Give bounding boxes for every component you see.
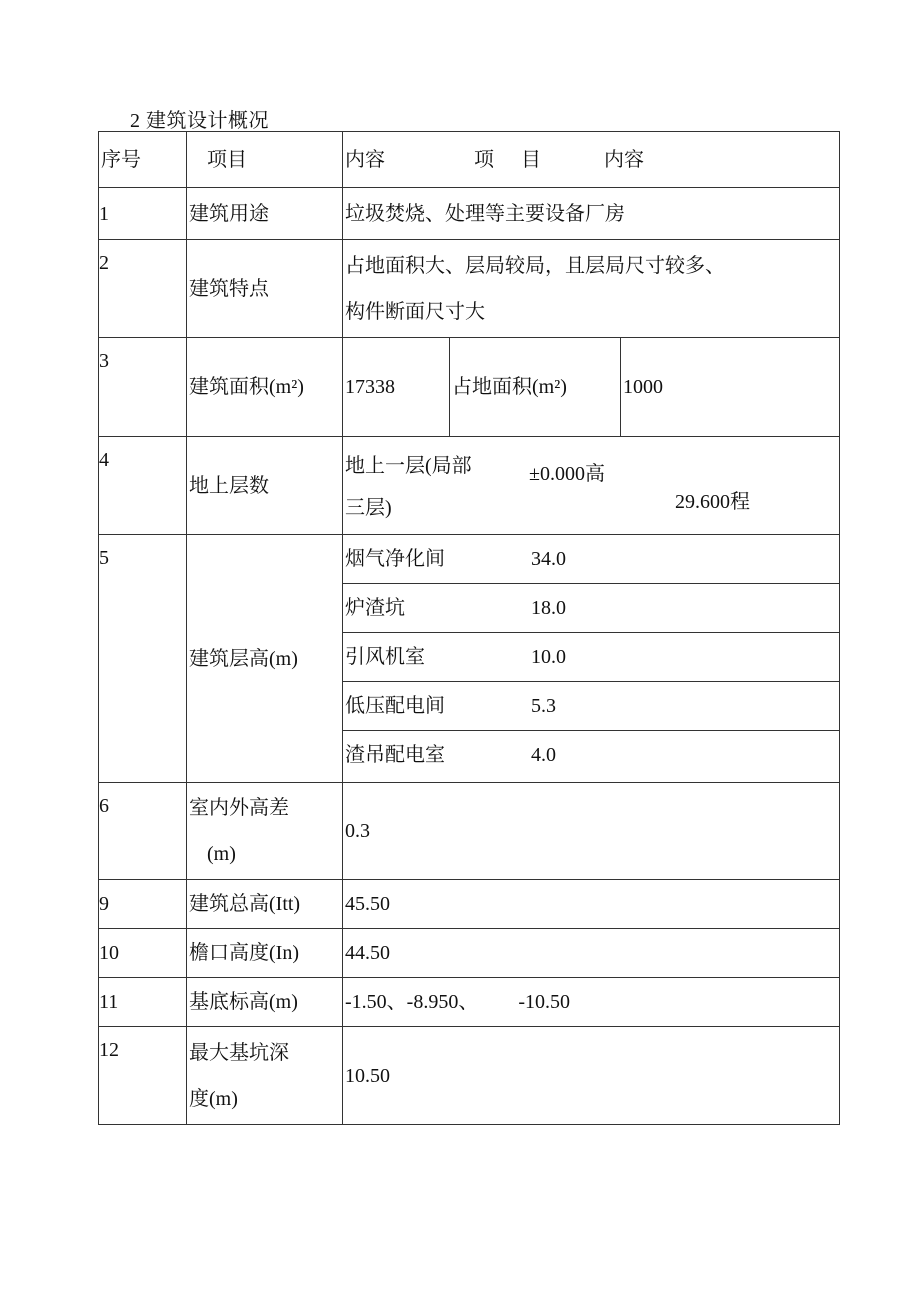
table-header-row [99, 132, 840, 188]
header-content-b: 内容 [604, 148, 644, 171]
room-name: 低压配电间 [343, 682, 531, 731]
room-height: 5.3 [531, 682, 839, 731]
row-item [187, 1027, 343, 1125]
base-elevations-b: -10.50 [518, 991, 570, 1013]
header-item-b2: 目 [521, 148, 541, 171]
floor-count-line: 三层) [345, 497, 392, 519]
row-content-line: 占地面积大、层局较局，且层局尺寸较多、 [345, 254, 725, 277]
floor-count-line: 地上一层(局部 [345, 455, 472, 477]
row-no: 9 [99, 880, 187, 929]
row-item: 地上层数 [187, 437, 343, 535]
row-item: 檐口高度(In) [187, 929, 343, 978]
table-row [99, 1027, 840, 1125]
table-row [99, 338, 840, 437]
row-content: 44.50 [343, 929, 840, 978]
row-no: 3 [99, 338, 187, 437]
room-height: 4.0 [531, 744, 556, 766]
header-content [343, 132, 840, 188]
row-content [343, 338, 840, 437]
row-item: 建筑特点 [187, 240, 343, 338]
header-content-a: 内容 [345, 148, 385, 171]
row-no: 5 [99, 535, 187, 783]
elevation-label: ±0.000高 [529, 463, 605, 485]
elevation-value: 29.600程 [675, 491, 750, 513]
row-content [343, 535, 840, 783]
subtable-row [343, 535, 839, 584]
row-item-line: (m) [207, 843, 236, 865]
subtable-row [343, 682, 839, 731]
room-name: 渣吊配电室 [345, 744, 445, 766]
row-no: 1 [99, 188, 187, 240]
table-row [99, 240, 840, 338]
footprint-label: 占地面积(m²) [450, 338, 621, 436]
room-height: 34.0 [531, 535, 839, 584]
row-no: 6 [99, 783, 187, 880]
row-item: 建筑层高(m) [187, 535, 343, 783]
table-row [99, 783, 840, 880]
row-content: 10.50 [343, 1027, 840, 1125]
subtable-row [343, 584, 839, 633]
row-content: 0.3 [343, 783, 840, 880]
subtable-row [343, 731, 839, 780]
subtable-row [343, 633, 839, 682]
row-content [343, 240, 840, 338]
table-row [99, 880, 840, 929]
row-item-line: 室内外高差 [189, 797, 289, 819]
table-row [99, 978, 840, 1027]
room-name: 烟气净化间 [343, 535, 531, 584]
footprint-value: 1000 [623, 376, 663, 398]
room-height: 10.0 [531, 633, 839, 682]
room-name: 引风机室 [343, 633, 531, 682]
header-no: 序号 [99, 132, 187, 188]
row-item [187, 783, 343, 880]
header-item-b1: 项 [474, 148, 494, 171]
row-no: 4 [99, 437, 187, 535]
row-item-line: 最大基坑深 [189, 1041, 289, 1064]
row-no: 12 [99, 1027, 187, 1125]
header-item: 项目 [187, 132, 343, 188]
row-no: 10 [99, 929, 187, 978]
room-name: 炉渣坑 [343, 584, 531, 633]
row-item-line: 度(m) [189, 1087, 238, 1110]
row-item: 建筑面积(m²) [187, 338, 343, 437]
base-elevations-a: -1.50、-8.950、 [345, 991, 479, 1013]
row-item: 基底标高(m) [187, 978, 343, 1027]
row-item: 建筑用途 [187, 188, 343, 240]
row-no: 11 [99, 978, 187, 1027]
row-no: 2 [99, 240, 187, 338]
area-value: 17338 [343, 338, 450, 436]
row-content [343, 437, 840, 535]
floor-height-subtable [343, 535, 839, 779]
section-heading: 2 建筑设计概况 [130, 110, 269, 132]
row-content [343, 978, 840, 1027]
table-row [99, 929, 840, 978]
row-item: 建筑总高(Itt) [187, 880, 343, 929]
row-content: 垃圾焚烧、处理等主要设备厂房 [343, 188, 840, 240]
table-row [99, 535, 840, 783]
building-design-table [98, 131, 840, 1125]
table-row [99, 437, 840, 535]
row-content: 45.50 [343, 880, 840, 929]
room-height: 18.0 [531, 584, 839, 633]
table-row [99, 188, 840, 240]
row-content-line: 构件断面尺寸大 [345, 300, 485, 323]
